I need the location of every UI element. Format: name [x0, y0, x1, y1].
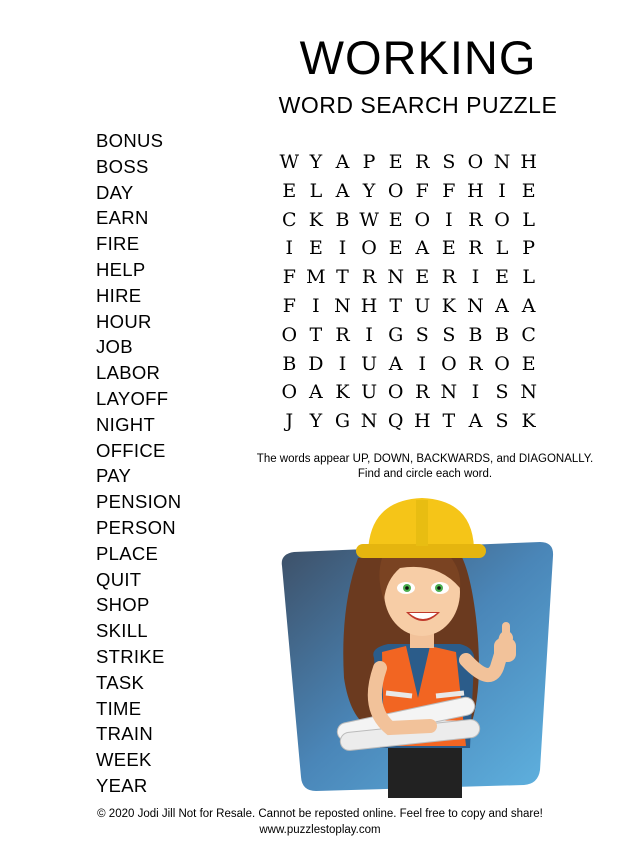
grid-letter[interactable]: S	[495, 410, 509, 433]
grid-letter[interactable]: H	[413, 410, 431, 433]
grid-letter[interactable]: O	[441, 352, 457, 375]
grid-letter[interactable]: F	[415, 179, 429, 202]
grid-letter[interactable]: O	[387, 179, 404, 202]
grid-letter[interactable]: T	[442, 410, 456, 433]
grid-letter[interactable]: R	[468, 352, 483, 375]
word-list-item: HELP	[96, 258, 146, 280]
grid-letter[interactable]: T	[309, 323, 323, 346]
website-link[interactable]: www.puzzlestoplay.com	[259, 824, 381, 836]
grid-letter[interactable]: H	[360, 294, 378, 317]
grid-letter[interactable]: S	[442, 151, 456, 173]
grid-letter[interactable]: E	[388, 151, 403, 173]
grid-letter[interactable]: G	[334, 410, 351, 433]
grid-letter[interactable]: M	[306, 266, 326, 289]
grid-letter[interactable]: O	[494, 208, 510, 231]
grid-letter[interactable]: E	[495, 266, 509, 289]
grid-letter[interactable]: E	[388, 208, 403, 231]
grid-letter[interactable]: N	[493, 151, 511, 173]
grid-letter[interactable]: R	[468, 208, 483, 231]
grid-letter[interactable]: T	[389, 294, 403, 317]
grid-letter[interactable]: A	[335, 179, 350, 202]
grid-letter[interactable]: O	[281, 323, 298, 346]
word-list-item: BOSS	[96, 155, 149, 177]
grid-letter[interactable]: E	[388, 237, 403, 260]
grid-letter[interactable]: N	[440, 381, 458, 404]
grid-letter[interactable]: A	[468, 410, 483, 433]
grid-letter[interactable]: I	[471, 381, 480, 404]
page-title: WORKING	[299, 31, 537, 84]
grid-letter[interactable]: E	[441, 237, 456, 260]
grid-letter[interactable]: B	[282, 352, 297, 375]
grid-row	[276, 321, 542, 350]
grid-letter[interactable]: O	[414, 208, 431, 231]
word-list-item: FIRE	[96, 233, 140, 255]
grid-letter[interactable]: I	[418, 352, 427, 375]
grid-row	[276, 234, 542, 263]
grid-letter[interactable]: K	[441, 294, 456, 317]
word-list-item: LAYOFF	[96, 387, 169, 409]
word-list-item: QUIT	[96, 568, 142, 590]
grid-letter[interactable]: U	[361, 381, 378, 404]
word-list-item: TIME	[96, 697, 142, 719]
grid-letter[interactable]: R	[441, 266, 457, 289]
instructions	[240, 452, 610, 482]
grid-letter[interactable]: O	[387, 381, 404, 404]
word-list-item: DAY	[96, 181, 134, 203]
grid-letter[interactable]: I	[471, 266, 480, 289]
grid-letter[interactable]: A	[335, 151, 350, 173]
grid-letter[interactable]: L	[522, 208, 535, 231]
grid-row	[276, 177, 542, 206]
grid-letter[interactable]: B	[495, 323, 510, 346]
grid-letter[interactable]: I	[498, 179, 506, 202]
word-list-item: TRAIN	[96, 723, 153, 745]
grid-letter[interactable]: L	[495, 237, 509, 260]
grid-letter[interactable]: Y	[309, 151, 323, 173]
grid-letter[interactable]: R	[335, 323, 350, 346]
grid-letter[interactable]: W	[279, 151, 300, 173]
grid-letter[interactable]: Y	[309, 410, 323, 433]
grid-letter[interactable]: K	[335, 381, 350, 404]
word-list	[96, 128, 181, 799]
grid-letter[interactable]: A	[415, 237, 430, 260]
grid-letter[interactable]: I	[365, 323, 373, 346]
grid-letter[interactable]: E	[282, 179, 297, 202]
grid-row	[276, 263, 542, 292]
grid-letter[interactable]: N	[360, 410, 378, 433]
grid-letter[interactable]: E	[415, 266, 430, 289]
grid-row	[276, 148, 542, 177]
grid-letter[interactable]: S	[442, 323, 456, 346]
grid-letter[interactable]: A	[388, 352, 403, 375]
word-list-item: YEAR	[96, 774, 148, 796]
word-list-item: PENSION	[96, 491, 182, 513]
grid-letter[interactable]: O	[467, 151, 484, 173]
grid-letter[interactable]: K	[308, 208, 323, 231]
grid-row	[276, 350, 542, 379]
grid-row	[276, 292, 542, 321]
grid-letter[interactable]: L	[309, 179, 323, 202]
grid-letter[interactable]: Q	[387, 410, 404, 433]
grid-letter[interactable]: H	[467, 179, 484, 202]
word-list-item: BONUS	[96, 130, 164, 151]
instructions-line-2: Find and circle each word.	[357, 468, 493, 480]
word-list-item: OFFICE	[96, 439, 166, 461]
grid-letter[interactable]: N	[520, 381, 537, 404]
grid-letter[interactable]: F	[282, 294, 296, 317]
grid-letter[interactable]: Y	[362, 179, 376, 202]
grid-letter[interactable]: F	[442, 179, 456, 202]
grid-letter[interactable]: A	[309, 381, 323, 404]
grid-letter[interactable]: R	[361, 266, 377, 289]
grid-letter[interactable]: T	[336, 266, 349, 289]
grid-letter[interactable]: R	[415, 381, 430, 404]
grid-letter[interactable]: H	[520, 151, 537, 173]
grid-row	[276, 378, 542, 407]
grid-letter[interactable]: S	[415, 323, 429, 346]
word-list-item: SHOP	[96, 594, 150, 616]
grid-letter[interactable]: O	[361, 237, 377, 260]
grid-letter[interactable]: B	[335, 208, 350, 231]
grid-letter[interactable]: G	[388, 323, 404, 346]
grid-row	[276, 407, 542, 436]
grid-letter[interactable]: B	[468, 323, 483, 346]
grid-letter[interactable]: F	[282, 266, 296, 289]
grid-letter[interactable]: I	[338, 352, 347, 375]
word-list-item: NIGHT	[96, 413, 156, 435]
worker-illustration-svg	[270, 488, 560, 798]
grid-letter[interactable]: W	[359, 208, 379, 231]
grid-letter[interactable]: R	[415, 151, 430, 173]
page-subtitle: WORD SEARCH PUZZLE	[278, 92, 558, 118]
instructions-line-1: The words appear UP, DOWN, BACKWARDS, and DIAGONALLY.	[256, 453, 594, 465]
word-list-item: TASK	[96, 671, 145, 693]
grid-letter[interactable]: K	[521, 410, 536, 433]
word-list-item: EARN	[96, 207, 149, 229]
grid-letter[interactable]: S	[495, 381, 509, 404]
grid-letter[interactable]: O	[281, 381, 298, 404]
word-list-item: WEEK	[96, 749, 152, 771]
word-list-item: PLACE	[96, 542, 159, 564]
grid-letter[interactable]: C	[282, 208, 297, 231]
word-list-item: HOUR	[96, 310, 152, 332]
word-list-item: STRIKE	[96, 645, 165, 667]
grid-letter[interactable]: A	[521, 294, 536, 317]
grid-letter[interactable]: I	[338, 237, 347, 260]
grid-letter[interactable]: E	[521, 179, 536, 202]
grid-letter[interactable]: C	[521, 323, 536, 346]
footer	[0, 806, 640, 838]
grid-letter[interactable]: A	[495, 294, 509, 317]
grid-letter[interactable]: E	[308, 237, 323, 260]
grid-letter[interactable]: L	[522, 266, 535, 289]
grid-row	[276, 206, 542, 235]
construction-worker-woman-illustration	[270, 488, 560, 803]
grid-letter[interactable]: N	[334, 294, 351, 317]
letter-grid	[276, 148, 542, 436]
grid-letter[interactable]: P	[362, 151, 376, 173]
word-list-item: LABOR	[96, 362, 161, 384]
word-list-item: JOB	[96, 336, 133, 358]
grid-letter[interactable]: J	[285, 410, 294, 433]
grid-letter[interactable]: N	[387, 266, 404, 289]
copyright-notice: © 2020 Jodi Jill Not for Resale. Cannot be reposted online. Feel free to copy and share!	[97, 808, 543, 820]
grid-letter[interactable]: O	[494, 352, 510, 375]
grid-letter[interactable]: U	[361, 352, 378, 375]
grid-letter[interactable]: I	[445, 208, 453, 231]
grid-letter[interactable]: P	[522, 237, 536, 260]
word-list-item: SKILL	[96, 620, 148, 642]
grid-letter[interactable]: R	[468, 237, 483, 260]
grid-letter[interactable]: U	[414, 294, 431, 317]
word-list-item: PAY	[96, 465, 132, 487]
hard-hat-icon	[356, 498, 486, 558]
grid-letter[interactable]: I	[312, 294, 320, 317]
word-list-item: PERSON	[96, 516, 176, 538]
grid-letter[interactable]: D	[308, 352, 324, 375]
grid-letter[interactable]: N	[467, 294, 484, 317]
grid-letter[interactable]: I	[285, 237, 294, 260]
grid-letter[interactable]: E	[521, 352, 536, 375]
word-list-item: HIRE	[96, 284, 142, 306]
